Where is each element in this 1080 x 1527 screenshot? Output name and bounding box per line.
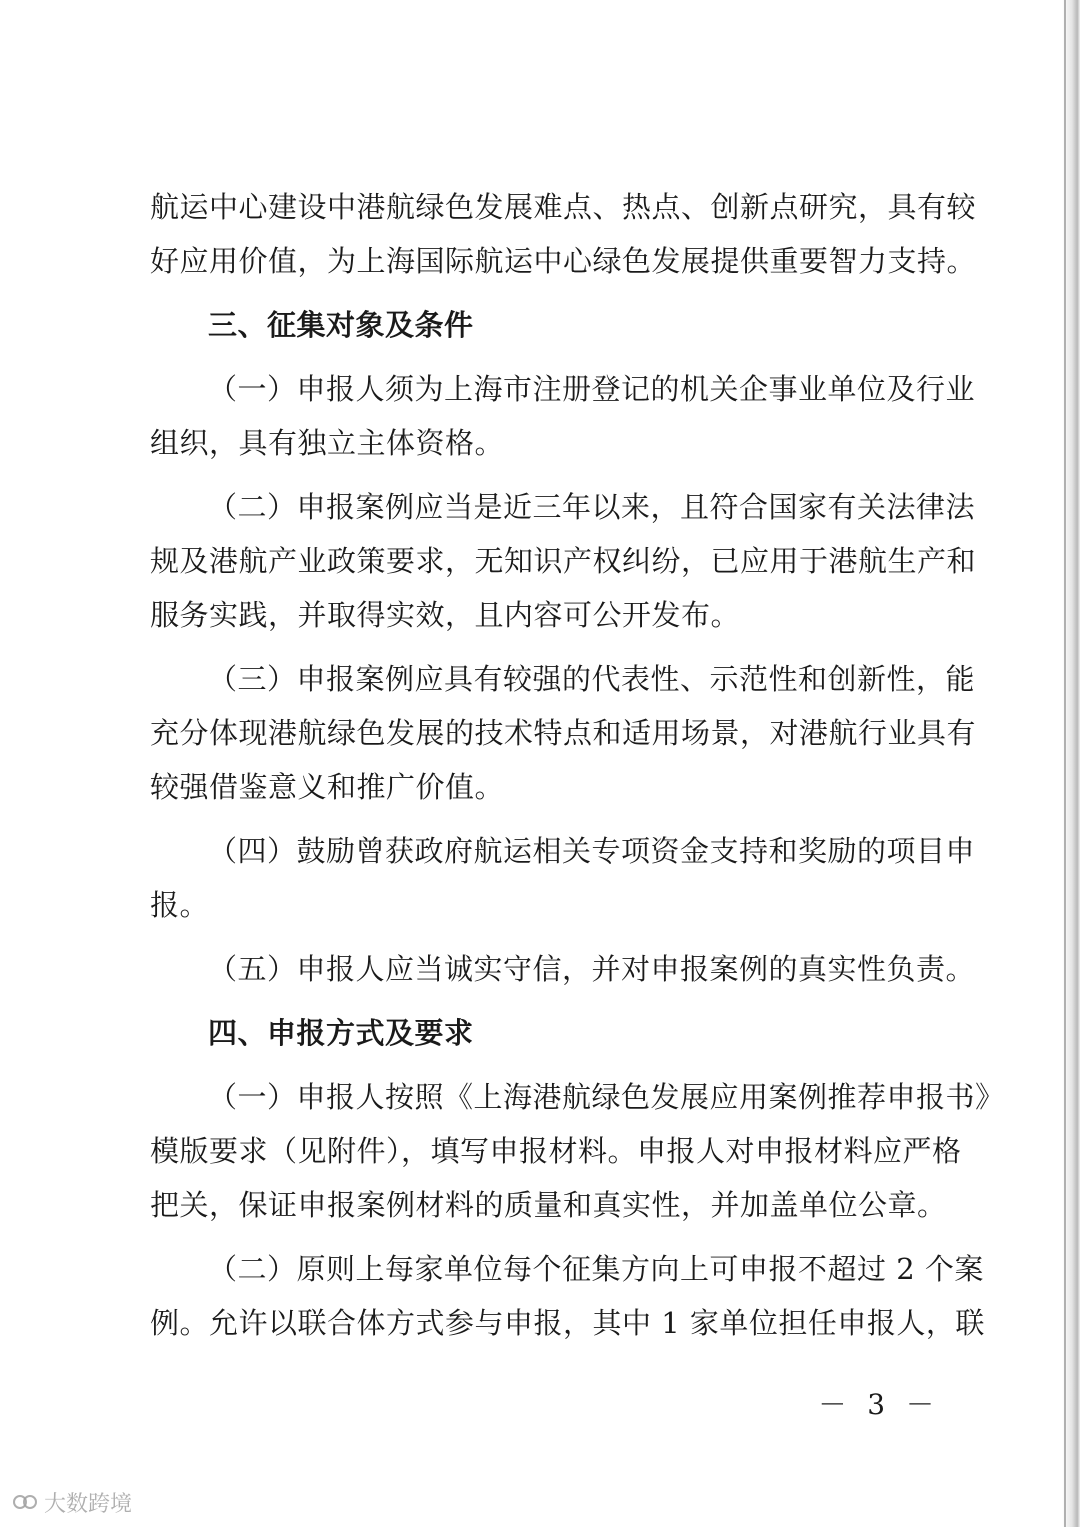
paragraph-continuation: [150, 180, 977, 288]
text-line: 例。允许以联合体方式参与申报，其中 1 家单位担任申报人，联: [150, 1306, 985, 1340]
text-line: （一）申报人按照《上海港航绿色发展应用案例推荐申报书》: [208, 1080, 1005, 1114]
watermark: [12, 1487, 132, 1517]
paragraph-3-5: [150, 942, 976, 996]
text-line: 把关，保证申报案例材料的质量和真实性，并加盖单位公章。: [150, 1188, 947, 1222]
text-line: 模版要求（见附件），填写申报材料。申报人对申报材料应严格: [150, 1134, 962, 1168]
text-line: （四）鼓励曾获政府航运相关专项资金支持和奖励的项目申: [208, 834, 976, 868]
text-line: 报。: [150, 888, 210, 922]
document-body: [150, 180, 1005, 1350]
page-edge-line: [1064, 0, 1066, 1527]
text-line: 航运中心建设中港航绿色发展难点、热点、创新点研究，具有较: [150, 190, 977, 224]
text-line: （三）申报案例应具有较强的代表性、示范性和创新性，能: [208, 662, 976, 696]
page-number: － 3 －: [818, 1388, 940, 1421]
text-line: 好应用价值，为上海国际航运中心绿色发展提供重要智力支持。: [150, 244, 977, 278]
paragraph-3-3: [150, 652, 977, 814]
text-line: 服务实践，并取得实效，且内容可公开发布。: [150, 598, 741, 632]
text-line: 规及港航产业政策要求，无知识产权纠纷，已应用于港航生产和: [150, 544, 977, 578]
paragraph-3-4: [150, 824, 976, 932]
text-line: （一）申报人须为上海市注册登记的机关企事业单位及行业: [208, 372, 976, 406]
watermark-text: 大数跨境: [44, 1491, 133, 1517]
text-line: （二）原则上每家单位每个征集方向上可申报不超过 2 个案: [208, 1252, 984, 1286]
section-heading-4: 四、申报方式及要求: [208, 1016, 474, 1050]
text-line: （二）申报案例应当是近三年以来，且符合国家有关法律法: [208, 490, 976, 524]
paragraph-4-1: [150, 1070, 1005, 1232]
text-line: 组织，具有独立主体资格。: [150, 426, 505, 460]
watermark-logo-icon: [12, 1491, 38, 1513]
text-line: 充分体现港航绿色发展的技术特点和适用场景，对港航行业具有: [150, 716, 977, 750]
text-line: 较强借鉴意义和推广价值。: [150, 770, 505, 804]
section-heading-3: 三、征集对象及条件: [208, 308, 474, 342]
text-line: （五）申报人应当诚实守信，并对申报案例的真实性负责。: [208, 952, 976, 986]
paragraph-3-2: [150, 480, 977, 642]
paragraph-4-2: [150, 1242, 985, 1350]
paragraph-3-1: [150, 362, 976, 470]
